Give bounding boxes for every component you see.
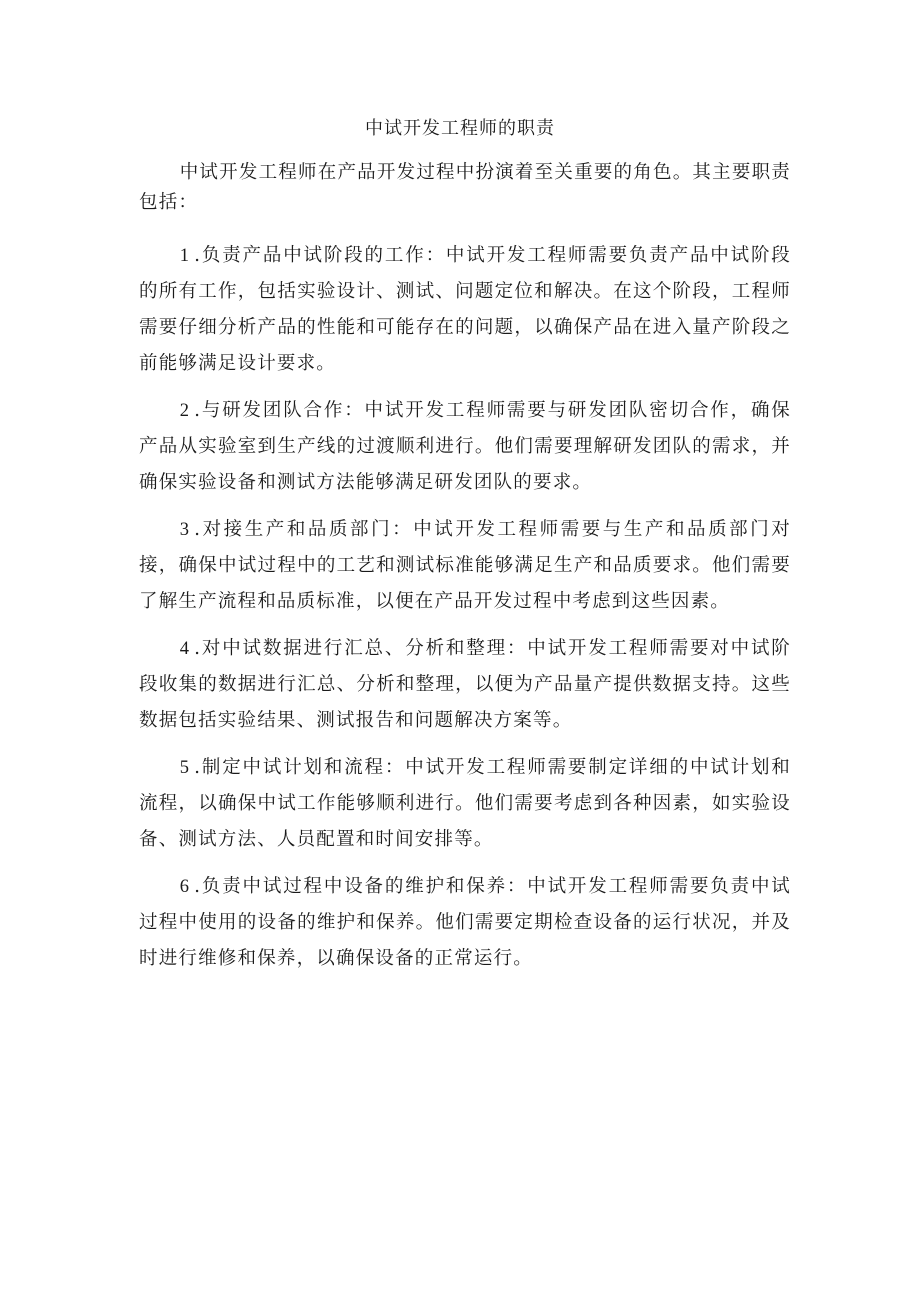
list-item-3 bbox=[139, 512, 791, 620]
item-text: .负责中试过程中设备的维护和保养：中试开发工程师需要负责中试过程中使用的设备的维护和保养。他们需要定期检查设备的运行状况，并及时进行维修和保养，以确保设备的正常运行。 bbox=[139, 876, 791, 969]
item-number: 2 bbox=[179, 401, 191, 421]
intro-paragraph: 中试开发工程师在产品开发过程中扮演着至关重要的角色。其主要职责包括： bbox=[139, 162, 791, 213]
list-item-1 bbox=[139, 238, 791, 382]
item-number: 6 bbox=[179, 877, 191, 897]
document-body bbox=[139, 158, 791, 988]
item-text: .对接生产和品质部门：中试开发工程师需要与生产和品质部门对接，确保中试过程中的工艺和测试标准能够满足生产和品质要求。他们需要了解生产流程和品质标准，以便在产品开发过程中考虑到这些因素。 bbox=[139, 519, 791, 612]
item-number: 5 bbox=[179, 758, 191, 778]
document-title: 中试开发工程师的职责 bbox=[365, 118, 555, 139]
item-number: 4 bbox=[179, 639, 191, 659]
list-item-5 bbox=[139, 750, 791, 858]
item-number: 3 bbox=[179, 520, 191, 540]
item-number: 1 bbox=[179, 246, 191, 266]
list-item-6 bbox=[139, 869, 791, 977]
list-item-4 bbox=[139, 631, 791, 739]
item-text: .制定中试计划和流程：中试开发工程师需要制定详细的中试计划和流程，以确保中试工作能够顺利进行。他们需要考虑到各种因素，如实验设备、测试方法、人员配置和时间安排等。 bbox=[139, 757, 791, 850]
item-text: .与研发团队合作：中试开发工程师需要与研发团队密切合作，确保产品从实验室到生产线的过渡顺利进行。他们需要理解研发团队的需求，并确保实验设备和测试方法能够满足研发团队的要求。 bbox=[139, 400, 791, 493]
item-text: .对中试数据进行汇总、分析和整理：中试开发工程师需要对中试阶段收集的数据进行汇总、分析和整理，以便为产品量产提供数据支持。这些数据包括实验结果、测试报告和问题解决方案等。 bbox=[139, 638, 791, 731]
item-text: .负责产品中试阶段的工作：中试开发工程师需要负责产品中试阶段的所有工作，包括实验设计、测试、问题定位和解决。在这个阶段，工程师需要仔细分析产品的性能和可能存在的问题，以确保产品在进入量产阶段之前能够满足设计要求。 bbox=[139, 245, 791, 374]
list-item-2 bbox=[139, 393, 791, 501]
